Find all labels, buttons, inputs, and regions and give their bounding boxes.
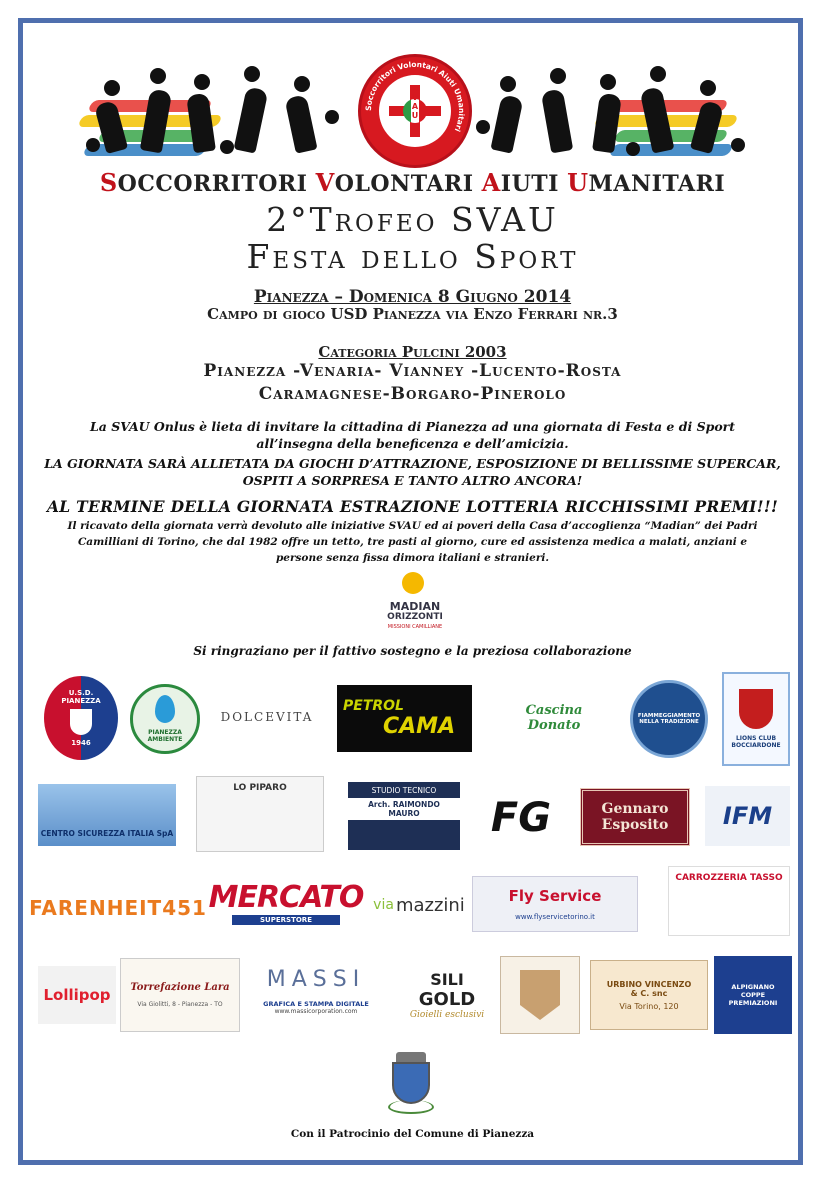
event-date: Pianezza – Domenica 8 Giugno 2014 [253,287,572,307]
sponsor-usd-pianezza: U.S.D. PIANEZZA 1946 [44,676,118,760]
sponsor-mercato: MERCATO SUPERSTORE [208,879,364,924]
sponsor-cascina-donato: Cascina Donato [525,703,583,733]
sponsor-petrol-cama: PETROL CAMA [337,685,472,752]
sponsor-carrozzeria-tasso: CARROZZERIA TASSO [668,866,790,936]
sponsor-fg: FG [470,788,572,848]
sponsor-lions-club: LIONS CLUB BOCCIARDONE [722,672,790,766]
madian-logo: MADIAN ORIZZONTI MISSIONI CAMILLIANE [380,572,450,632]
sponsor-massi: MASSI GRAFICA E STAMPA DIGITALE www.massicorporation.com [263,967,369,1015]
sponsor-urbino: URBINO VINCENZO & C. snc Via Torino, 120 [590,960,708,1030]
water-drop-icon [155,695,175,723]
shield-icon [70,709,92,735]
event-category: Categoria Pulcini 2003 [318,343,507,361]
patronage-line: Con il Patrocinio del Comune di Pianezza [290,1128,535,1140]
sponsor-alpignano: ALPIGNANO COPPE PREMIAZIONI [714,956,792,1034]
pennant-icon [520,970,560,1020]
sun-icon [402,572,424,594]
sponsor-lo-piparo: LO PIPARO [196,776,324,852]
sponsor-fly-service: Fly Service www.flyservicetorino.it [472,876,638,932]
sponsor-farenheit: FARENHEIT451 [29,896,207,920]
sponsor-fiammeggiamento: FIAMMEGGIAMENTO NELLA TRADIZIONE [630,680,708,758]
svau-logo [358,54,472,168]
runners-silhouette-right [476,60,746,160]
event-title-line2: Festa dello Sport [246,237,579,276]
runners-silhouette-left [80,60,350,160]
proceeds-paragraph: Il ricavato della giornata verrà devoluto alle iniziative SVAU ed ai poveri della Casa d’accoglienza “Madian” dei Padri Camilliani di Torino, che dal 1982 offre un tetto, tre pasti al giorno, cure ed assistenza medica a malati, anziani e persone senza fissa dimora italiani e stranieri. [67,520,758,564]
sponsor-studio-tecnico: STUDIO TECNICO Arch. RAIMONDO MAURO [348,782,460,850]
logo-letters: S V A U [411,84,449,120]
thanks-line: Si ringraziano per il fattivo sostegno e la preziosa collaborazione [193,644,632,658]
invite-paragraph: La SVAU Onlus è lieta di invitare la cittadina di Pianezza ad una giornata di Festa e di Sport all’insegna della beneficenza e dell’amicizia. [89,419,736,451]
sponsor-sili-gold: SILI GOLD Gioielli esclusivi [409,970,485,1020]
lottery-headline: AL TERMINE DELLA GIORNATA ESTRAZIONE LOTTERIA RICCHISSIMI PREMI!!! [46,497,779,516]
teams-line1: Pianezza -Venaria- Vianney -Lucento-Rosta [203,361,622,381]
pianezza-crest-icon [388,1052,434,1118]
sponsor-caffe-lara: Torrefazione Lara Via Giolitti, 8 - Pianezza - TO [120,958,240,1032]
sponsor-dolcevita: DOLCEVITA [220,710,314,724]
teams-line2: Caramagnese-Borgaro-Pinerolo [258,384,567,404]
lions-crest-icon [739,689,773,729]
sponsor-pianezza-ambiente: PIANEZZA AMBIENTE [130,684,200,754]
attractions-paragraph: LA GIORNATA SARÀ ALLIETATA DA GIOCHI D’ATTRAZIONE, ESPOSIZIONE DI BELLISSIME SUPERCAR, OSPITI A SORPRESA E TANTO ALTRO ANCORA! [44,456,781,488]
sponsor-via-mazzini: via mazzini [373,894,465,916]
event-title-line1: 2°Trofeo SVAU [266,200,559,239]
sponsor-ifm: IFM [705,786,790,846]
logo-ring-text: Soccorritori Volontari Aiuti Umanitari [363,59,467,134]
event-venue: Campo di gioco USD Pianezza via Enzo Ferrari nr.3 [207,305,618,323]
organization-name: SOCCORRITORI VOLONTARI AIUTI UMANITARI [99,168,726,197]
sponsor-lollipop: Lollipop [38,966,116,1024]
sponsor-gennaro-esposito: Gennaro Esposito [580,788,690,846]
sponsor-pennant [500,956,580,1034]
sponsor-centro-sicurezza: CENTRO SICUREZZA ITALIA SpA [38,784,176,846]
